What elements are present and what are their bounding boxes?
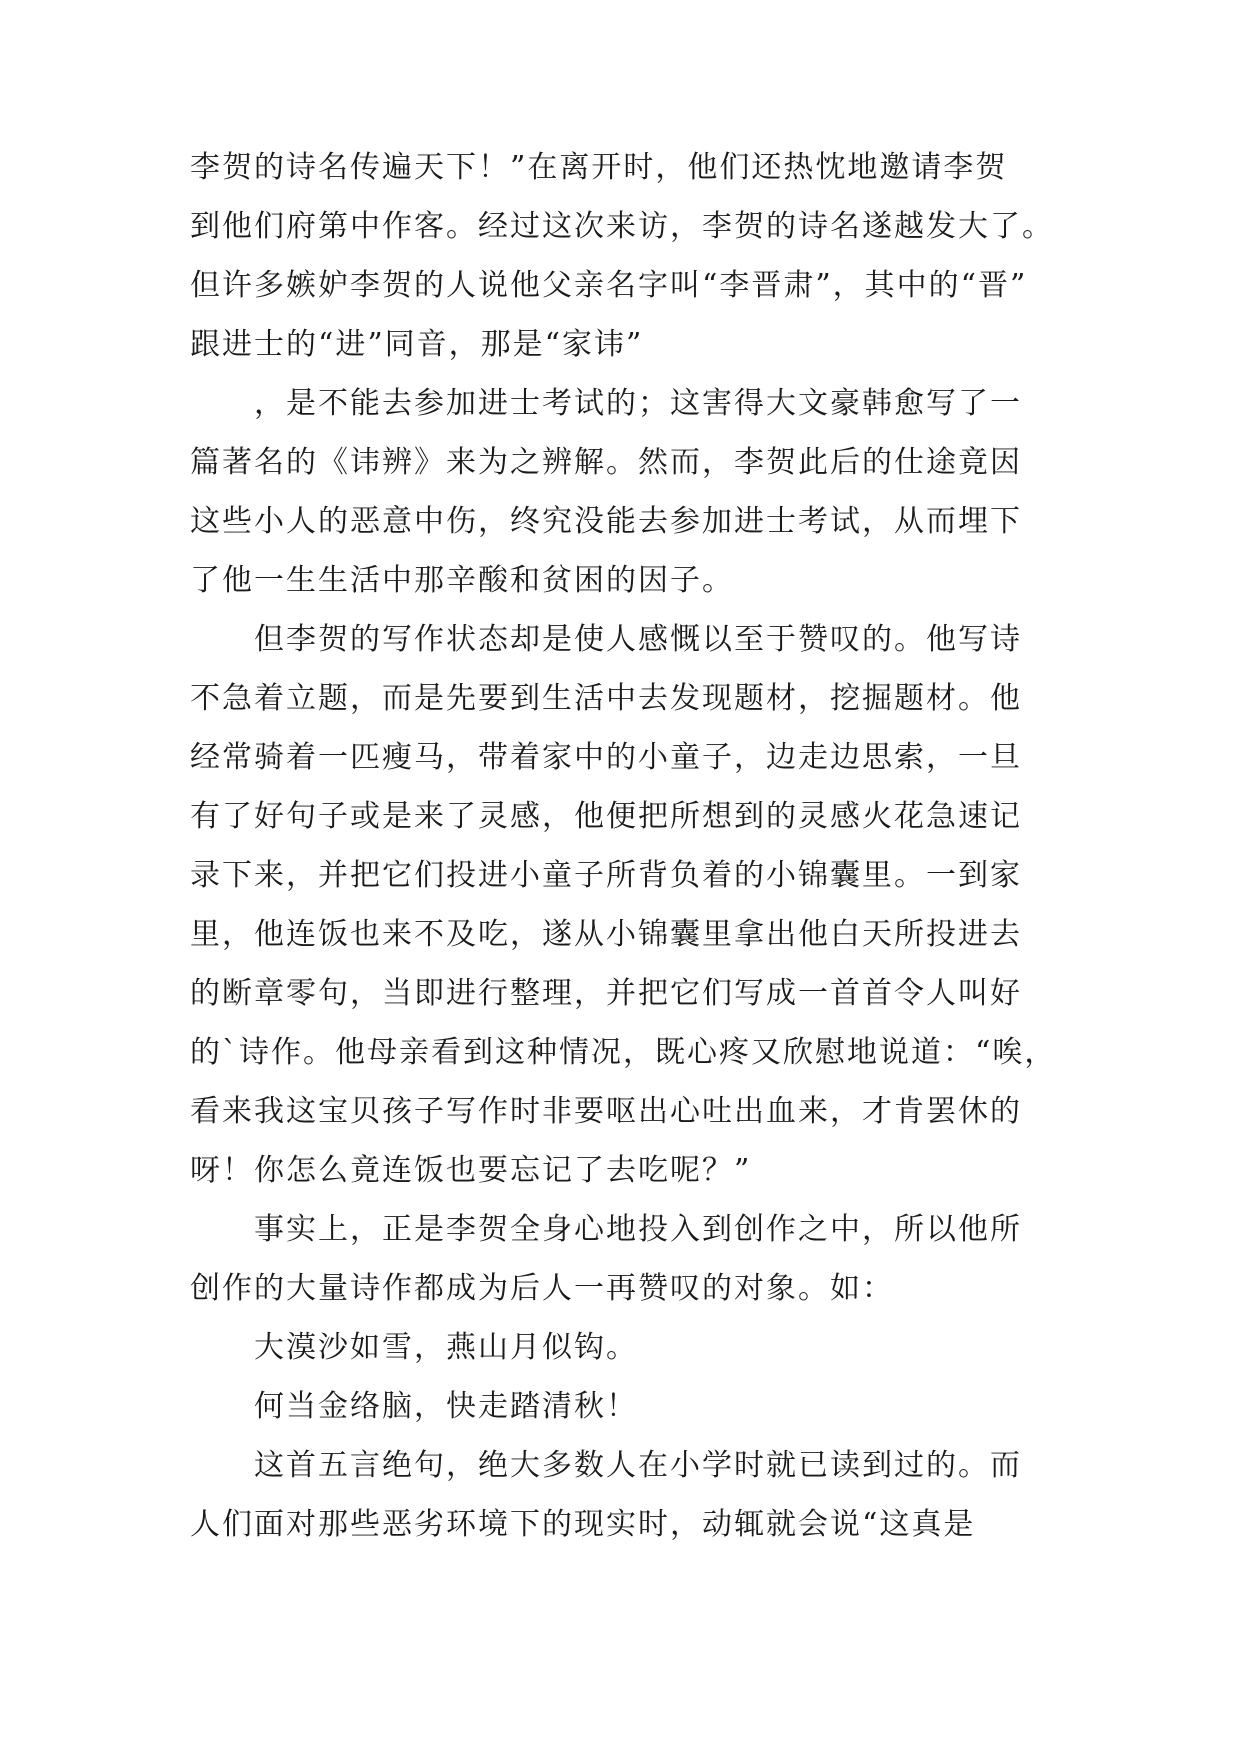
text-line: 了他一生生活中那辛酸和贫困的因子。 — [190, 563, 734, 598]
text-line: 但许多嫉妒李贺的人说他父亲名字叫“李晋肃”，其中的“晋” — [190, 268, 1028, 303]
poem-line: 何当金络脑，快走踏清秋！ — [254, 1389, 638, 1424]
text-line: ，是不能去参加进士考试的；这害得大文豪韩愈写了一 — [254, 386, 1022, 421]
text-line: 篇著名的《讳辨》来为之辨解。然而，李贺此后的仕途竟因 — [190, 445, 1022, 480]
text-line: 但李贺的写作状态却是使人感慨以至于赞叹的。他写诗 — [254, 622, 1022, 657]
text-line: 事实上，正是李贺全身心地投入到创作之中，所以他所 — [254, 1212, 1022, 1247]
text-line: 录下来，并把它们投进小童子所背负着的小锦囊里。一到家 — [190, 858, 1022, 893]
text-line: 跟进士的“进”同音，那是“家讳” — [190, 327, 644, 362]
text-line: 里，他连饭也来不及吃，遂从小锦囊里拿出他白天所投进去 — [190, 917, 1022, 952]
document-body — [190, 138, 1055, 1554]
text-line: 呀！你怎么竟连饭也要忘记了去吃呢？” — [190, 1153, 752, 1188]
text-line: 李贺的诗名传遍天下！”在离开时，他们还热忱地邀请李贺 — [190, 150, 1008, 185]
text-line: 经常骑着一匹瘦马，带着家中的小童子，边走边思索，一旦 — [190, 740, 1022, 775]
text-line: 这些小人的恶意中伤，终究没能去参加进士考试，从而埋下 — [190, 504, 1022, 539]
text-line: 的`诗作。他母亲看到这种情况，既心疼又欣慰地说道：“唉， — [190, 1035, 1057, 1070]
text-line: 这首五言绝句，绝大多数人在小学时就已读到过的。而 — [254, 1448, 1022, 1483]
text-line: 到他们府第中作客。经过这次来访，李贺的诗名遂越发大了。 — [190, 209, 1054, 244]
text-line: 不急着立题，而是先要到生活中去发现题材，挖掘题材。他 — [190, 681, 1022, 716]
text-line: 创作的大量诗作都成为后人一再赞叹的对象。如： — [190, 1271, 894, 1306]
poem-line: 大漠沙如雪，燕山月似钩。 — [254, 1330, 638, 1365]
text-line: 有了好句子或是来了灵感，他便把所想到的灵感火花急速记 — [190, 799, 1022, 834]
text-line: 看来我这宝贝孩子写作时非要呕出心吐出血来，才肯罢休的 — [190, 1094, 1022, 1129]
text-line: 人们面对那些恶劣环境下的现实时，动辄就会说“这真是 — [190, 1507, 976, 1542]
text-line: 的断章零句，当即进行整理，并把它们写成一首首令人叫好 — [190, 976, 1022, 1011]
